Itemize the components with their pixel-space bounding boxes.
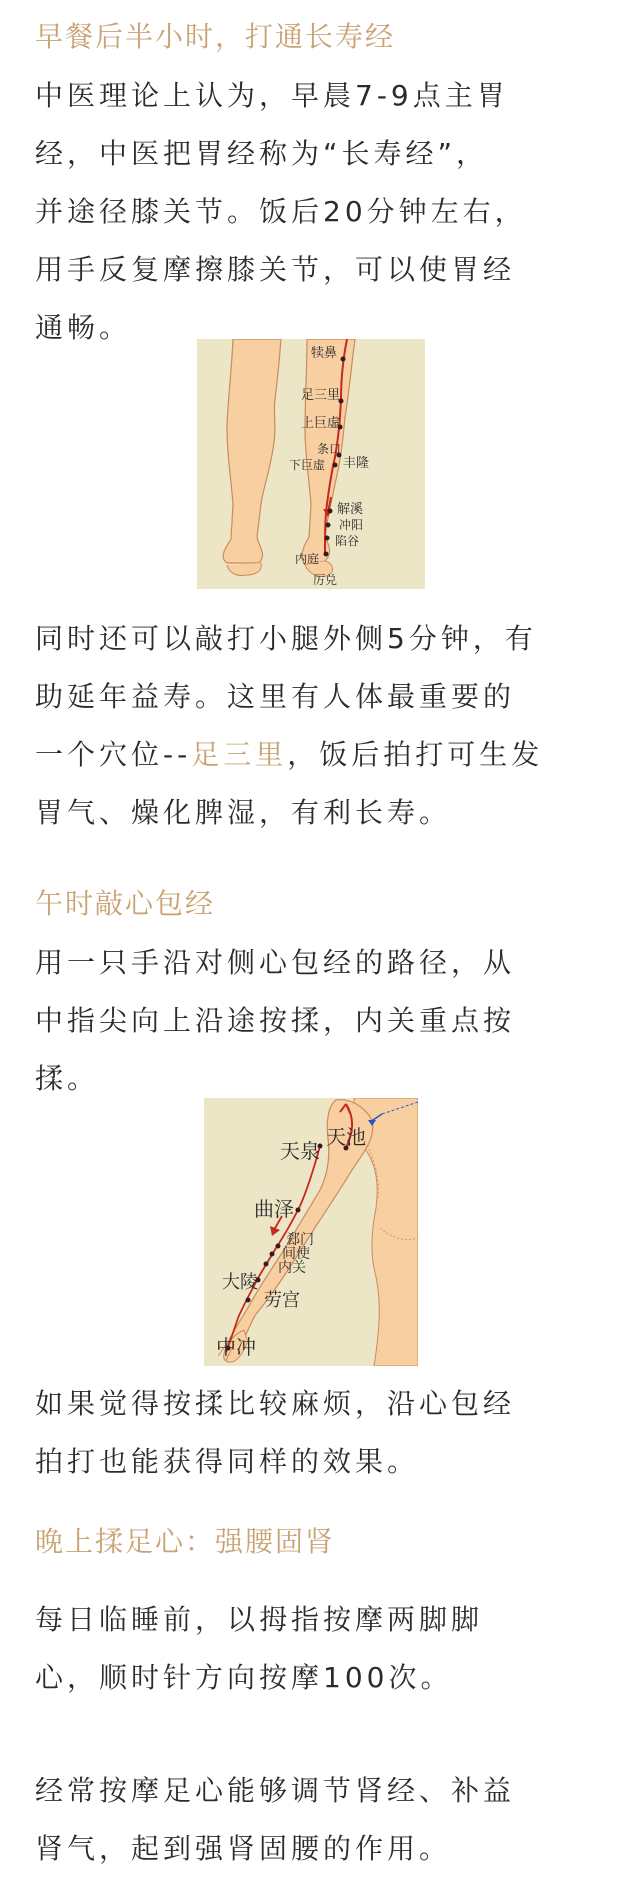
text-line: 胃气、燥化脾湿，有利长寿。 [35, 796, 452, 829]
acupoint-label-chongyang: 冲阳 [339, 518, 364, 532]
acupoint-marker [333, 463, 338, 468]
text-line: 用一只手沿对侧心包经的路径，从 [35, 946, 516, 979]
acupoint-marker [324, 552, 329, 557]
acupoint-marker [328, 509, 333, 514]
acupoint-marker [296, 1208, 301, 1213]
section-heading-pericardium-meridian: 午时敲心包经 [35, 887, 216, 920]
text-line: 经，中医把胃经称为“长寿经”， [35, 137, 489, 170]
acupoint-marker [341, 357, 346, 362]
paragraph-kidney-benefit [35, 1762, 595, 1878]
text-segment: 一个穴位-- [35, 738, 192, 771]
acupoint-label-neiting: 内庭 [295, 552, 320, 566]
acupoint-label-jianshi: 间使 [282, 1246, 310, 1262]
text-line: 并途径膝关节。饭后20分钟左右， [35, 195, 527, 228]
text-line: 经常按摩足心能够调节肾经、补益 [35, 1774, 516, 1807]
text-line: 同时还可以敲打小腿外侧5分钟，有 [35, 622, 537, 655]
acupoint-label-ximen: 郄门 [286, 1232, 314, 1248]
acupoint-label-laogong: 劳宫 [264, 1290, 300, 1311]
acupoint-label-tianchi: 天池 [326, 1125, 366, 1149]
paragraph-pericardium-intro [35, 934, 595, 1108]
text-line: 中医理论上认为，早晨7-9点主胃 [35, 79, 509, 112]
leg-diagram [197, 339, 425, 589]
acupoint-label-lidui: 厉兑 [313, 573, 338, 587]
acupoint-label-tiaokou: 条口 [317, 442, 342, 456]
acupoint-label-daling: 大陵 [222, 1272, 258, 1293]
text-line: 通畅。 [35, 311, 132, 344]
acupoint-label-jiexi: 解溪 [337, 502, 364, 517]
left-leg-shape [223, 339, 281, 563]
section-heading-foot-massage: 晚上揉足心：强腰固肾 [35, 1525, 336, 1558]
text-line: 如果觉得按揉比较麻烦，沿心包经 [35, 1387, 516, 1420]
paragraph-stomach-intro [35, 67, 595, 357]
paragraph-zusanli [35, 610, 595, 842]
text-segment: ，饭后拍打可生发 [287, 738, 544, 771]
paragraph-pericardium-tapping [35, 1375, 595, 1491]
acupoint-label-fenglong: 丰隆 [343, 456, 370, 471]
text-line: 用手反复摩擦膝关节，可以使胃经 [35, 253, 516, 286]
acupoint-marker [270, 1252, 275, 1257]
paragraph-foot-massage [35, 1591, 595, 1707]
acupoint-label-quze: 曲泽 [254, 1197, 294, 1221]
section-heading-stomach-meridian: 早餐后半小时，打通长寿经 [35, 20, 396, 53]
acupoint-label-xiangu: 陷谷 [335, 534, 360, 548]
text-line: 心，顺时针方向按摩100次。 [35, 1661, 453, 1694]
pericardium-meridian-arm-illustration [204, 1098, 418, 1366]
stomach-meridian-leg-illustration [197, 339, 425, 589]
acupoint-marker [246, 1298, 251, 1303]
acupoint-marker [326, 523, 331, 528]
acupoint-marker [325, 536, 330, 541]
highlight-zusanli: 足三里 [191, 738, 288, 771]
acupoint-label-dubi: 犊鼻 [311, 346, 338, 361]
text-line: 拍打也能获得同样的效果。 [35, 1445, 420, 1478]
acupoint-label-tianquan: 天泉 [280, 1139, 320, 1163]
acupoint-label-shangjuxu: 上巨虚 [301, 416, 341, 431]
acupoint-label-neiguan: 内关 [278, 1260, 306, 1276]
acupoint-marker [276, 1244, 281, 1249]
acupoint-marker [264, 1262, 269, 1267]
acupoint-label-zusanli: 足三里 [301, 388, 341, 403]
text-line: 助延年益寿。这里有人体最重要的 [35, 680, 516, 713]
text-line: 肾气，起到强肾固腰的作用。 [35, 1832, 452, 1865]
acupoint-label-xiajuxu: 下巨虚 [289, 458, 326, 472]
text-line: 揉。 [35, 1062, 100, 1095]
acupoint-label-zhongchong: 中冲 [216, 1335, 256, 1359]
text-line: 每日临睡前，以拇指按摩两脚脚 [35, 1603, 484, 1636]
arm-diagram [204, 1098, 418, 1366]
left-foot-shape [227, 563, 261, 576]
text-line [35, 726, 595, 784]
text-line: 中指尖向上沿途按揉，内关重点按 [35, 1004, 516, 1037]
